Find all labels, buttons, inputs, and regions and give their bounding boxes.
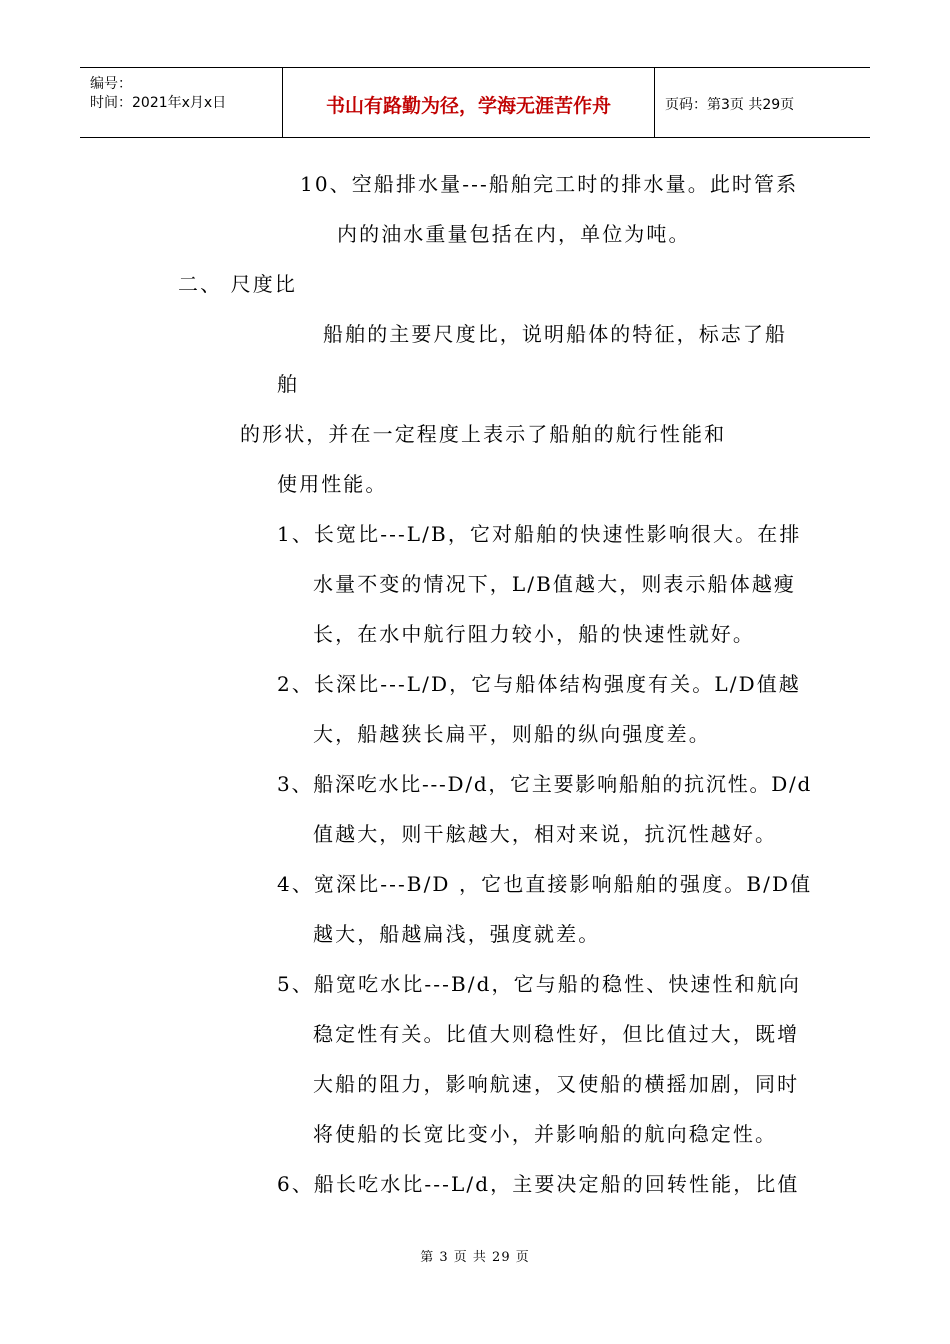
list-item-line: 6、船长吃水比---L/d，主要决定船的回转性能，比值 [277, 1172, 800, 1196]
list-item-line: 5、船宽吃水比---B/d，它与船的稳性、快速性和航向 [277, 972, 801, 996]
text-line: 值越大，则干舷越大，相对来说，抗沉性越好。 [313, 822, 778, 846]
page-footer: 第 3 页 共 29 页 [420, 1250, 530, 1265]
text-line: 使用性能。 [277, 472, 388, 496]
text-line: 船舶的主要尺度比，说明船体的特征，标志了船 [323, 322, 788, 346]
list-item-line: 1、长宽比---L/B，它对船舶的快速性影响很大。在排 [277, 522, 802, 546]
document-header [80, 67, 870, 138]
text-line: 大船的阻力，影响航速，又使船的横摇加剧，同时 [313, 1072, 800, 1096]
text-line: 内的油水重量包括在内，单位为吨。 [337, 222, 691, 246]
text-line: 10、空船排水量---船舶完工时的排水量。此时管系 [300, 172, 799, 196]
text-line: 水量不变的情况下，L/B值越大，则表示船体越瘦 [313, 572, 797, 596]
text-line: 越大，船越扁浅，强度就差。 [313, 922, 601, 946]
text-line: 的形状，并在一定程度上表示了船舶的航行性能和 [240, 422, 727, 446]
text-line: 长，在水中航行阻力较小，船的快速性就好。 [313, 622, 755, 646]
header-page-cell [655, 68, 870, 137]
list-item-line: 3、船深吃水比---D/d，它主要影响船舶的抗沉性。D/d [277, 772, 813, 796]
text-line: 大，船越狭长扁平，则船的纵向强度差。 [313, 722, 711, 746]
text-line: 舶 [277, 372, 300, 396]
number-label: 编号： [90, 76, 132, 92]
header-meta-cell [80, 68, 283, 137]
page-code: 页码：第3页 共29页 [665, 97, 795, 113]
section-heading: 二、 尺度比 [178, 272, 297, 296]
text-line: 将使船的长宽比变小，并影响船的航向稳定性。 [313, 1122, 778, 1146]
list-item-line: 2、长深比---L/D，它与船体结构强度有关。L/D值越 [277, 672, 801, 696]
time-label: 时间：2021年x月x日 [90, 95, 227, 111]
list-item-line: 4、宽深比---B/D ，它也直接影响船舶的强度。B/D值 [277, 872, 813, 896]
header-motto-cell [283, 68, 655, 137]
text-line: 稳定性有关。比值大则稳性好，但比值过大，既增 [313, 1022, 800, 1046]
motto-text: 书山有路勤为径，学海无涯苦作舟 [325, 95, 611, 117]
